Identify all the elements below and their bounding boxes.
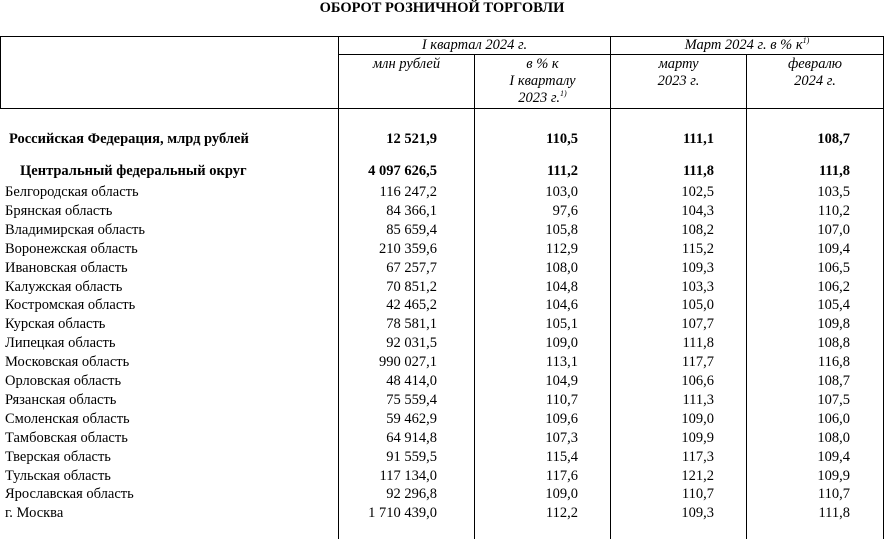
- row-value-col2: 107,3: [545, 429, 578, 446]
- row-value-col2: 109,0: [545, 335, 578, 352]
- header-col2-line2: I кварталу: [509, 73, 576, 89]
- row-value-col4: 108,8: [817, 335, 850, 352]
- row-value-col4: 109,4: [817, 448, 850, 465]
- row-value-col4: 116,8: [817, 354, 850, 371]
- row-value-col1: 117 134,0: [379, 467, 437, 484]
- row-name: Белгородская область: [5, 184, 139, 200]
- row-value-col1: 92 296,8: [386, 486, 437, 503]
- row-value-col4: 111,8: [818, 505, 850, 522]
- row-value-col1: 4 097 626,5: [368, 163, 437, 179]
- header-col2-line1: в % к: [526, 56, 559, 72]
- row-name: Брянская область: [5, 202, 113, 219]
- row-name: Рязанская область: [5, 391, 117, 408]
- header-group-march-label: Март 2024 г. в % к: [684, 37, 803, 53]
- row-name: Орловская область: [5, 373, 122, 389]
- row-value-col2: 115,4: [545, 448, 578, 465]
- table-left-border: [0, 36, 1, 108]
- row-name: Московская область: [5, 354, 130, 371]
- row-name: Центральный федеральный округ: [20, 163, 247, 179]
- row-value-col4: 110,7: [817, 486, 850, 503]
- row-value-col2: 104,8: [545, 278, 578, 295]
- row-value-col1: 48 414,0: [386, 373, 437, 389]
- row-value-col3: 111,1: [682, 131, 714, 147]
- header-col3-line1: марту: [658, 56, 699, 72]
- row-value-col4: 109,4: [817, 240, 850, 257]
- row-name: Тамбовская область: [5, 429, 128, 446]
- row-value-col1: 84 366,1: [386, 202, 437, 219]
- row-value-col3: 109,3: [681, 259, 714, 276]
- row-value-col4: 111,8: [818, 163, 850, 179]
- row-value-col1: 210 359,6: [379, 240, 437, 257]
- row-value-col3: 121,2: [681, 467, 714, 484]
- header-col-pct-q1-2023: [475, 56, 610, 107]
- row-value-col1: 92 031,5: [386, 335, 437, 352]
- row-value-col3: 103,3: [681, 278, 714, 295]
- row-name: Калужская область: [5, 278, 123, 295]
- page-title: ОБОРОТ РОЗНИЧНОЙ ТОРГОВЛИ: [319, 0, 565, 16]
- row-value-col4: 107,5: [817, 391, 850, 408]
- row-value-col1: 91 559,5: [386, 448, 437, 465]
- header-group-q1-label: I квартал 2024 г.: [421, 37, 528, 53]
- header-col2-line3: 2023 г.: [518, 90, 561, 106]
- header-bottom-border: [0, 108, 884, 109]
- row-value-col1: 70 851,2: [386, 278, 437, 295]
- row-value-col2: 103,0: [545, 184, 578, 200]
- row-value-col3: 107,7: [681, 316, 714, 333]
- row-value-col3: 111,8: [682, 335, 714, 352]
- row-value-col2: 97,6: [552, 202, 578, 219]
- row-name: Смоленская область: [5, 410, 130, 427]
- row-value-col3: 105,0: [681, 297, 714, 314]
- header-col3-line2: 2023 г.: [657, 73, 700, 89]
- row-value-col4: 109,8: [817, 316, 850, 333]
- row-value-col2: 117,6: [545, 467, 578, 484]
- row-name: Липецкая область: [5, 335, 116, 352]
- row-value-col3: 109,3: [681, 505, 714, 522]
- row-value-col3: 117,7: [681, 354, 714, 371]
- row-value-col3: 102,5: [681, 184, 714, 200]
- row-name: г. Москва: [5, 505, 64, 522]
- row-value-col4: 108,7: [817, 373, 850, 389]
- row-value-col3: 111,3: [682, 391, 714, 408]
- row-value-col3: 106,6: [681, 373, 714, 389]
- row-value-col2: 109,6: [545, 410, 578, 427]
- header-col-pct-march-2023: [611, 56, 746, 90]
- row-value-col3: 115,2: [681, 240, 714, 257]
- header-col4-line2: 2024 г.: [794, 73, 836, 89]
- row-value-col4: 103,5: [817, 184, 850, 200]
- row-name: Владимирская область: [5, 221, 145, 238]
- row-value-col2: 112,2: [545, 505, 578, 522]
- footnote-mark: 1): [560, 89, 567, 99]
- row-value-col1: 78 581,1: [386, 316, 437, 333]
- row-name: Тверская область: [5, 448, 111, 465]
- row-name: Тульская область: [5, 467, 111, 484]
- row-value-col2: 104,6: [545, 297, 578, 314]
- row-value-col1: 12 521,9: [386, 131, 437, 147]
- row-name: Ярославская область: [5, 486, 134, 503]
- row-value-col4: 106,2: [817, 278, 850, 295]
- row-name: Российская Федерация, млрд рублей: [9, 131, 249, 147]
- footnote-mark: 1): [802, 36, 810, 46]
- row-value-col2: 113,1: [545, 354, 578, 371]
- row-value-col1: 64 914,8: [386, 429, 437, 446]
- row-value-col1: 75 559,4: [386, 391, 437, 408]
- row-name: Курская область: [5, 316, 106, 333]
- row-value-col2: 108,0: [545, 259, 578, 276]
- row-name: Воронежская область: [5, 240, 138, 257]
- row-value-col4: 107,0: [817, 221, 850, 238]
- row-value-col4: 105,4: [817, 297, 850, 314]
- row-value-col2: 109,0: [545, 486, 578, 503]
- row-value-col3: 109,0: [681, 410, 714, 427]
- header-group-march: [611, 37, 883, 54]
- row-value-col3: 108,2: [681, 221, 714, 238]
- header-group-q1: [339, 37, 610, 54]
- row-value-col3: 117,3: [681, 448, 714, 465]
- header-col-pct-feb-2024: [747, 56, 883, 90]
- row-value-col1: 990 027,1: [379, 354, 437, 371]
- row-value-col3: 110,7: [681, 486, 714, 503]
- row-value-col2: 112,9: [545, 240, 578, 257]
- row-value-col2: 110,5: [546, 131, 578, 147]
- header-col1-label: млн рублей: [372, 56, 441, 72]
- row-value-col3: 111,8: [682, 163, 714, 179]
- row-value-col2: 111,2: [546, 163, 578, 179]
- header-col4-line1: февралю: [787, 56, 843, 72]
- row-value-col1: 42 465,2: [386, 297, 437, 314]
- row-value-col1: 85 659,4: [386, 221, 437, 238]
- row-value-col1: 1 710 439,0: [368, 505, 437, 522]
- row-value-col1: 59 462,9: [386, 410, 437, 427]
- row-value-col4: 108,0: [817, 429, 850, 446]
- row-value-col2: 104,9: [545, 373, 578, 389]
- row-value-col3: 104,3: [681, 202, 714, 219]
- row-value-col2: 105,1: [545, 316, 578, 333]
- row-value-col1: 116 247,2: [379, 184, 437, 200]
- row-value-col4: 109,9: [817, 467, 850, 484]
- row-value-col4: 106,0: [817, 410, 850, 427]
- row-value-col4: 110,2: [817, 202, 850, 219]
- row-name: Ивановская область: [5, 259, 128, 276]
- row-name: Костромская область: [5, 297, 136, 314]
- header-col-mln-rub: [339, 56, 474, 73]
- row-value-col4: 108,7: [817, 131, 850, 147]
- row-value-col1: 67 257,7: [386, 259, 437, 276]
- group-header-divider-2: [611, 54, 884, 55]
- row-value-col2: 110,7: [545, 391, 578, 408]
- row-value-col3: 109,9: [681, 429, 714, 446]
- row-value-col2: 105,8: [545, 221, 578, 238]
- row-value-col4: 106,5: [817, 259, 850, 276]
